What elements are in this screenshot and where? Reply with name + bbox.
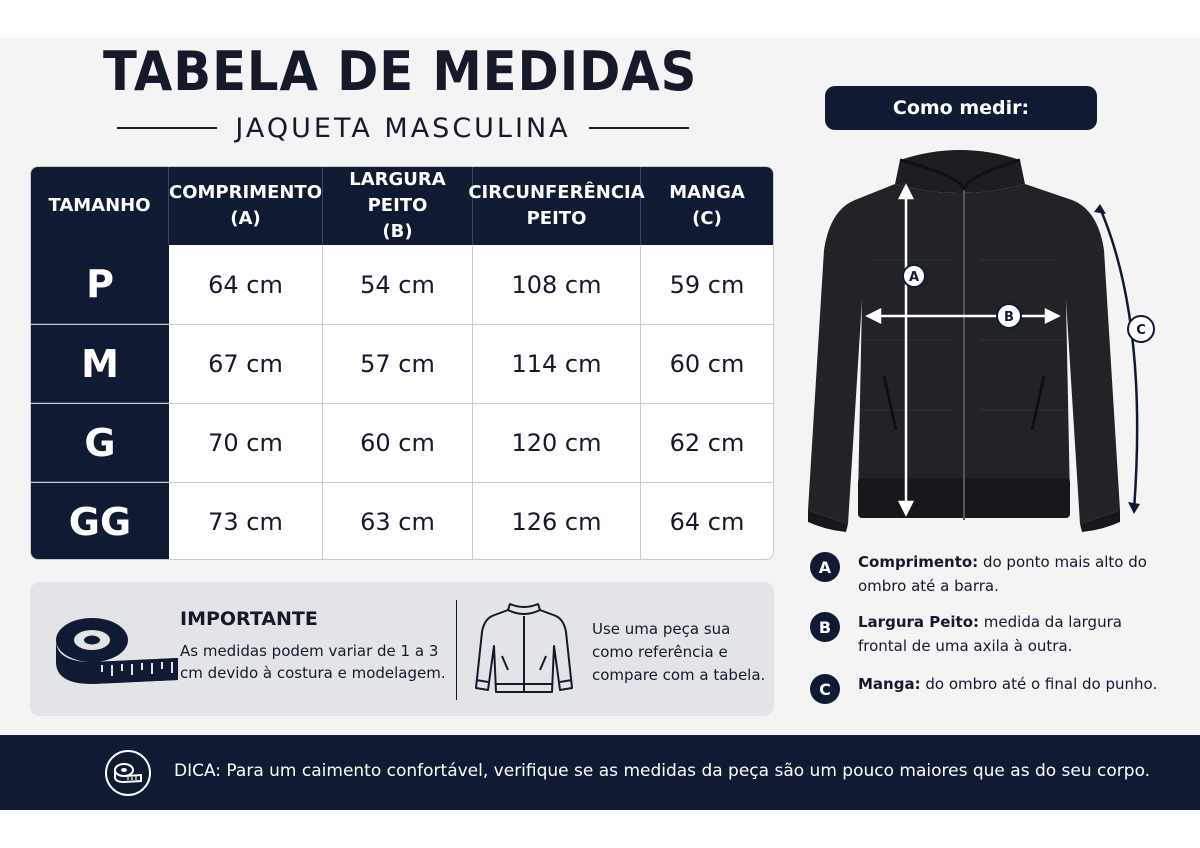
legend-text-b <box>858 610 1168 658</box>
chest-width-value: 54 cm <box>323 245 473 324</box>
length-value: 70 cm <box>169 404 323 482</box>
length-value: 67 cm <box>169 325 323 403</box>
table-row <box>31 324 773 403</box>
length-value: 64 cm <box>169 245 323 324</box>
legend-text-a <box>858 550 1168 598</box>
table-row <box>31 245 773 324</box>
chest-circumference-value: 120 cm <box>473 404 641 482</box>
sleeve-value: 60 cm <box>669 350 745 378</box>
chest-width-value: 60 cm <box>323 404 473 482</box>
chest-width-value: 63 cm <box>323 483 473 560</box>
chest-width-value: 57 cm <box>323 325 473 403</box>
marker-c <box>1128 316 1154 342</box>
chest-circumference-value: 114 cm <box>473 325 641 403</box>
column-header-chest-circumference: CIRCUNFERÊNCIA PEITO <box>473 167 641 245</box>
jacket-illustration <box>800 140 1160 540</box>
marker-c-label: C <box>1136 323 1146 338</box>
tip-text: DICA: Para um caimento confortável, verifique se as medidas da peça são um pouco maiores que as do seu corpo. <box>174 761 1151 781</box>
page-title: TABELA DE MEDIDAS <box>102 40 698 103</box>
how-to-measure-header: Como medir: <box>825 86 1097 130</box>
subtitle-line-right <box>589 127 689 129</box>
sleeve-value: 59 cm <box>669 270 745 299</box>
sleeve-value: 64 cm <box>669 508 745 536</box>
chest-circumference-value: 108 cm <box>473 245 641 324</box>
important-divider <box>456 600 457 700</box>
column-header-chest-width: LARGURA PEITO (B) <box>323 167 473 245</box>
table-row <box>31 482 773 560</box>
column-header-sleeve: MANGA (C) <box>669 182 745 229</box>
measuring-tape-icon <box>52 606 188 692</box>
subtitle-line-left <box>117 127 217 129</box>
legend-desc-b: medida da largura frontal de uma axila à outra. <box>858 613 1122 655</box>
size-label: M <box>31 325 169 403</box>
marker-b-label: B <box>1004 310 1014 325</box>
marker-b <box>997 304 1021 328</box>
legend-text-c <box>858 672 1168 696</box>
table-row <box>31 403 773 482</box>
length-value: 73 cm <box>169 483 323 560</box>
column-header-length: COMPRIMENTO (A) <box>169 167 323 245</box>
legend-desc-c: do ombro até o final do punho. <box>920 675 1158 693</box>
table-header <box>31 167 773 245</box>
legend-badge-c: C <box>810 674 840 704</box>
measuring-tape-icon <box>104 749 152 797</box>
tip-footer <box>0 735 1200 810</box>
table-body <box>31 245 773 560</box>
size-label: P <box>31 245 169 324</box>
legend-desc-a: do ponto mais alto do ombro até a barra. <box>858 553 1147 595</box>
marker-a-label: A <box>908 270 920 285</box>
legend-label-a: Comprimento: <box>858 553 979 571</box>
legend-badge-b: B <box>810 612 840 642</box>
marker-a <box>903 265 925 287</box>
legend-badge-a: A <box>810 552 840 582</box>
important-text: As medidas podem variar de 1 a 3 cm devido à costura e modelagem. <box>180 642 446 682</box>
sleeve-value: 62 cm <box>669 429 745 457</box>
size-table <box>30 166 774 560</box>
legend-label-b: Largura Peito: <box>858 613 980 631</box>
legend-label-c: Manga: <box>858 675 921 693</box>
important-title: IMPORTANTE <box>180 608 318 630</box>
important-text-reference: Use uma peça sua como referência e compare com a tabela. <box>592 620 766 684</box>
size-label: G <box>31 404 169 482</box>
chest-circumference-value: 126 cm <box>473 483 641 560</box>
subtitle-row <box>117 110 689 146</box>
size-label: GG <box>31 483 169 560</box>
page-subtitle: JAQUETA MASCULINA <box>235 112 571 144</box>
jacket-outline-icon <box>470 596 578 702</box>
column-header-size: TAMANHO <box>31 167 169 245</box>
important-note-box <box>30 582 774 716</box>
